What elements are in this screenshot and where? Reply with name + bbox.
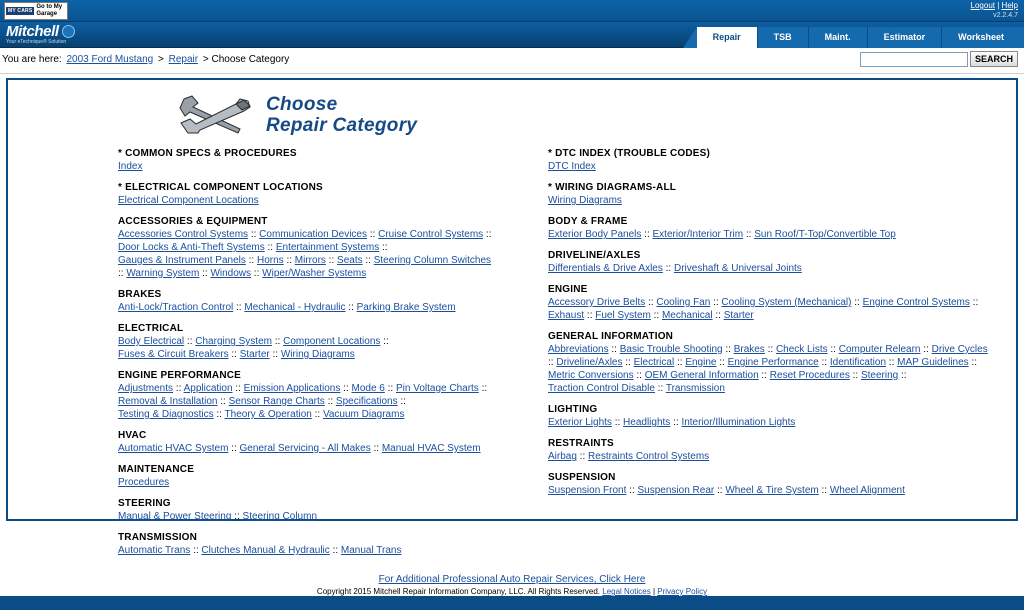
link-separator: :: <box>397 396 406 407</box>
category-group <box>118 289 496 314</box>
help-link[interactable]: Help <box>1001 1 1018 10</box>
category-link[interactable]: Traction Control Disable <box>548 383 655 394</box>
category-group-heading: GENERAL INFORMATION <box>548 331 674 342</box>
category-group-heading: HVAC <box>118 430 147 441</box>
bottom-strip <box>0 596 1024 610</box>
brand-bar <box>0 22 1024 48</box>
category-link-list <box>118 301 496 314</box>
breadcrumb-item-vehicle[interactable]: 2003 Ford Mustang <box>66 54 154 65</box>
category-link[interactable]: Emission Applications <box>243 383 341 394</box>
link-separator: :: <box>674 357 686 368</box>
link-separator: :: <box>710 297 722 308</box>
brand-logo <box>6 24 75 45</box>
category-link[interactable]: Fuel System <box>595 310 651 321</box>
category-link[interactable]: Fuses & Circuit Breakers <box>118 349 229 360</box>
category-group <box>118 498 496 523</box>
breadcrumb-separator-1: > <box>157 54 164 65</box>
link-separator: :: <box>818 357 830 368</box>
page-title-line1: Choose <box>266 94 338 115</box>
link-separator: :: <box>886 357 898 368</box>
link-separator: :: <box>969 297 979 308</box>
link-separator: :: <box>325 255 338 266</box>
category-link[interactable]: Component Locations <box>283 336 381 347</box>
top-right-links <box>971 1 1018 21</box>
category-link-list <box>118 382 496 421</box>
brand-tagline: Your eTechnique® Solution <box>6 39 67 45</box>
category-group <box>548 250 990 275</box>
link-separator: :: <box>231 511 243 522</box>
nav-slant-decoration <box>683 27 697 48</box>
category-link[interactable]: MAP Guidelines <box>897 357 969 368</box>
link-separator: :: <box>283 255 295 266</box>
category-link[interactable]: Exhaust <box>548 310 585 321</box>
category-link[interactable]: Identification <box>829 357 887 368</box>
tab-estimator[interactable]: Estimator <box>868 27 943 48</box>
link-separator: :: <box>118 268 127 279</box>
category-link[interactable]: Charging System <box>195 336 272 347</box>
breadcrumb-current: Choose Category <box>211 54 290 65</box>
category-link[interactable]: Suspension Front <box>548 485 627 496</box>
link-separator: :: <box>228 349 240 360</box>
category-group-heading: STEERING <box>118 498 171 509</box>
link-separator: :: <box>898 370 907 381</box>
category-link[interactable]: Vacuum Diagrams <box>322 409 405 420</box>
category-group <box>548 472 990 497</box>
link-separator: :: <box>654 383 666 394</box>
category-group-heading: ENGINE PERFORMANCE <box>118 370 242 381</box>
category-group-heading: TRANSMISSION <box>118 532 198 543</box>
category-link[interactable]: Differentials & Drive Axles <box>548 263 663 274</box>
category-link[interactable]: Wheel & Tire System <box>725 485 819 496</box>
category-link[interactable]: Pin Voltage Charts <box>395 383 479 394</box>
category-link-list <box>118 442 496 455</box>
category-link[interactable]: Mirrors <box>294 255 326 266</box>
category-link-list <box>548 484 990 497</box>
link-separator: :: <box>714 485 726 496</box>
category-group <box>118 323 496 361</box>
breadcrumb <box>2 54 289 65</box>
link-separator: :: <box>650 310 662 321</box>
category-link-list <box>548 296 990 322</box>
category-link-list <box>118 228 496 280</box>
link-separator: :: <box>851 297 863 308</box>
category-link[interactable]: Mechanical <box>661 310 713 321</box>
category-link[interactable]: Sensor Range Charts <box>228 396 325 407</box>
category-link[interactable]: Removal & Installation <box>118 396 218 407</box>
category-link[interactable]: Steering <box>860 370 899 381</box>
link-separator: :: <box>662 263 674 274</box>
category-link[interactable]: Testing & Diagnostics <box>118 409 214 420</box>
category-link[interactable]: Steering Column <box>242 511 318 522</box>
category-link[interactable]: Body Electrical <box>118 336 185 347</box>
links-divider: | <box>997 1 1000 10</box>
link-separator: :: <box>384 383 396 394</box>
link-separator: :: <box>712 310 724 321</box>
category-link[interactable]: Airbag <box>548 451 577 462</box>
category-group-heading: * WIRING DIAGRAMS-ALL <box>548 182 677 193</box>
my-cars-logo: MY CARS <box>8 8 33 14</box>
category-group <box>548 284 990 322</box>
category-link[interactable]: Driveshaft & Universal Joints <box>673 263 802 274</box>
tab-tsb[interactable]: TSB <box>758 27 809 48</box>
breadcrumb-separator-2: > <box>202 54 209 65</box>
page-title-line2: Repair Category <box>266 115 418 136</box>
link-separator: :: <box>743 229 755 240</box>
category-link[interactable]: Abbreviations <box>548 344 609 355</box>
category-group-heading: * ELECTRICAL COMPONENT LOCATIONS <box>118 182 323 193</box>
category-group <box>548 404 990 429</box>
category-link[interactable]: Mechanical - Hydraulic <box>244 302 346 313</box>
link-separator: :: <box>362 255 374 266</box>
category-group <box>118 182 496 207</box>
my-garage-label: Go to My Garage <box>36 4 63 17</box>
category-group-heading: * DTC INDEX (TROUBLE CODES) <box>548 148 711 159</box>
category-group <box>118 216 496 280</box>
category-group-heading: BRAKES <box>118 289 162 300</box>
link-separator: :: <box>670 417 682 428</box>
category-link[interactable]: Engine Control Systems <box>862 297 970 308</box>
link-separator: :: <box>478 383 488 394</box>
link-separator: :: <box>849 370 861 381</box>
category-link-list <box>548 228 990 241</box>
link-separator: :: <box>233 302 245 313</box>
link-separator: :: <box>827 344 839 355</box>
category-link[interactable]: Entertainment Systems <box>275 242 380 253</box>
link-separator: :: <box>271 336 284 347</box>
category-group-heading: ACCESSORIES & EQUIPMENT <box>118 216 268 227</box>
brand-dot-icon <box>62 25 75 38</box>
category-link[interactable]: Metric Conversions <box>548 370 634 381</box>
link-separator: :: <box>367 229 379 240</box>
link-separator: :: <box>232 383 244 394</box>
link-separator: :: <box>716 357 728 368</box>
link-separator: :: <box>633 370 645 381</box>
link-separator: :: <box>968 357 978 368</box>
category-link[interactable]: Automatic Trans <box>118 545 191 556</box>
category-link[interactable]: Starter <box>239 349 270 360</box>
category-link[interactable]: Adjustments <box>118 383 174 394</box>
category-link[interactable]: Driveline/Axles <box>556 357 623 368</box>
link-separator: :: <box>190 545 202 556</box>
category-link[interactable]: Manual Trans <box>340 545 402 556</box>
link-separator: :: <box>764 344 776 355</box>
copyright-line <box>18 587 1006 596</box>
category-link[interactable]: OEM General Information <box>644 370 759 381</box>
category-group-heading: DRIVELINE/AXLES <box>548 250 641 261</box>
category-link[interactable]: Exterior/Interior Trim <box>652 229 744 240</box>
brand-name-text: Mitchell <box>6 23 59 40</box>
category-link[interactable]: Gauges & Instrument Panels <box>118 255 246 266</box>
category-link-list <box>548 262 990 275</box>
category-link[interactable]: Cooling Fan <box>656 297 711 308</box>
category-link[interactable]: Electrical <box>633 357 675 368</box>
category-link[interactable]: Wiper/Washer Systems <box>262 268 367 279</box>
link-separator: :: <box>345 302 357 313</box>
privacy-policy-link[interactable]: Privacy Policy <box>657 587 708 596</box>
link-separator: :: <box>251 268 263 279</box>
category-group-heading: BODY & FRAME <box>548 216 628 227</box>
category-link[interactable]: Seats <box>337 255 363 266</box>
category-link[interactable]: Exterior Body Panels <box>548 229 642 240</box>
link-separator: :: <box>611 417 624 428</box>
link-separator: :: <box>184 336 196 347</box>
link-separator: :: <box>608 344 620 355</box>
link-separator: :: <box>548 357 557 368</box>
legal-notices-link[interactable]: Legal Notices <box>602 587 651 596</box>
search-input[interactable] <box>860 52 968 67</box>
category-link[interactable]: Cooling System (Mechanical) <box>721 297 852 308</box>
link-separator: :: <box>324 396 336 407</box>
link-separator: :: <box>622 357 634 368</box>
link-separator: :: <box>758 370 770 381</box>
category-group-heading: MAINTENANCE <box>118 464 195 475</box>
category-link[interactable]: Cruise Control Systems <box>378 229 484 240</box>
link-separator: :: <box>217 396 229 407</box>
category-group-heading: ELECTRICAL <box>118 323 184 334</box>
main-nav-tabs <box>683 27 1024 48</box>
category-link-list <box>548 416 990 429</box>
link-separator: :: <box>380 336 389 347</box>
category-group <box>118 430 496 455</box>
category-link[interactable]: Application <box>183 383 233 394</box>
category-link[interactable]: Starter <box>723 310 754 321</box>
copyright-text: Copyright 2015 Mitchell Repair Information Company, LLC. All Rights Reserved. <box>316 587 601 596</box>
category-link[interactable]: Computer Relearn <box>838 344 921 355</box>
link-separator: :: <box>264 242 276 253</box>
link-separator: :: <box>173 383 184 394</box>
category-link[interactable]: Automatic HVAC System <box>118 443 229 454</box>
category-group-heading: LIGHTING <box>548 404 598 415</box>
category-link[interactable]: Wiring Diagrams <box>280 349 355 360</box>
category-link[interactable]: Interior/Illumination Lights <box>681 417 796 428</box>
link-separator: :: <box>645 297 657 308</box>
breadcrumb-prefix: You are here: <box>2 54 62 65</box>
wrench-icon <box>178 93 256 138</box>
page-title <box>266 94 417 136</box>
category-link[interactable]: Communication Devices <box>259 229 367 240</box>
content-panel <box>6 78 1018 596</box>
category-link[interactable]: Exterior Lights <box>548 417 612 428</box>
category-link[interactable]: Warning System <box>126 268 200 279</box>
category-link-list <box>118 194 496 207</box>
category-link[interactable]: Electrical Component Locations <box>118 195 259 206</box>
category-link[interactable]: Anti-Lock/Traction Control <box>118 302 234 313</box>
category-link[interactable]: Wheel Alignment <box>829 485 905 496</box>
my-garage-button[interactable] <box>4 2 68 20</box>
link-separator: :: <box>269 349 281 360</box>
category-column-right <box>512 148 1006 566</box>
category-group <box>548 331 990 395</box>
link-separator: :: <box>245 255 257 266</box>
pro-services-link[interactable]: For Additional Professional Auto Repair Services, Click Here <box>378 574 646 585</box>
category-link[interactable]: Suspension Rear <box>637 485 715 496</box>
link-separator: :: <box>584 310 596 321</box>
breadcrumb-item-repair[interactable]: Repair <box>168 54 199 65</box>
category-group <box>118 148 496 173</box>
category-link-list <box>548 194 990 207</box>
category-group <box>118 370 496 421</box>
category-link[interactable]: Reset Procedures <box>769 370 850 381</box>
link-separator: :: <box>248 229 260 240</box>
category-link-list <box>118 476 496 489</box>
link-separator: :: <box>199 268 211 279</box>
category-group-heading: RESTRAINTS <box>548 438 614 449</box>
category-link-list <box>118 544 496 557</box>
page-body <box>0 74 1024 596</box>
search-button[interactable]: SEARCH <box>970 51 1018 67</box>
category-group-heading: SUSPENSION <box>548 472 616 483</box>
link-separator: :: <box>722 344 734 355</box>
category-link[interactable]: Accessory Drive Belts <box>548 297 646 308</box>
category-link[interactable]: Basic Trouble Shooting <box>619 344 723 355</box>
footer-separator: | <box>652 587 656 596</box>
category-link[interactable]: Horns <box>256 255 284 266</box>
category-group <box>548 148 990 173</box>
category-link[interactable]: Parking Brake System <box>356 302 456 313</box>
link-separator: :: <box>370 443 382 454</box>
logout-link[interactable]: Logout <box>970 1 995 10</box>
category-link-list <box>118 510 496 523</box>
link-separator: :: <box>626 485 638 496</box>
link-separator: :: <box>329 545 341 556</box>
category-group <box>548 182 990 207</box>
category-link[interactable]: Clutches Manual & Hydraulic <box>201 545 330 556</box>
category-link[interactable]: Windows <box>210 268 252 279</box>
category-link[interactable]: Engine Performance <box>727 357 819 368</box>
category-link[interactable]: Sun Roof/T-Top/Convertible Top <box>754 229 896 240</box>
link-separator: :: <box>920 344 932 355</box>
link-separator: :: <box>818 485 830 496</box>
link-separator: :: <box>311 409 323 420</box>
category-group <box>548 438 990 463</box>
category-link[interactable]: Mode 6 <box>351 383 385 394</box>
category-link[interactable]: Specifications <box>335 396 398 407</box>
link-separator: :: <box>576 451 589 462</box>
category-group-heading: * COMMON SPECS & PROCEDURES <box>118 148 297 159</box>
tab-repair[interactable]: Repair <box>697 27 758 48</box>
category-link[interactable]: Wiring Diagrams <box>548 195 622 206</box>
category-group <box>118 464 496 489</box>
category-link[interactable]: Manual HVAC System <box>381 443 481 454</box>
category-link[interactable]: Headlights <box>623 417 671 428</box>
category-link-list <box>548 450 990 463</box>
category-link[interactable]: Procedures <box>118 477 170 488</box>
category-link-list <box>548 343 990 395</box>
link-separator: :: <box>641 229 653 240</box>
category-link-list <box>548 160 990 173</box>
link-separator: :: <box>340 383 352 394</box>
category-column-left <box>18 148 512 566</box>
link-separator: :: <box>483 229 492 240</box>
tab-maint[interactable]: Maint. <box>809 27 868 48</box>
link-separator: :: <box>379 242 388 253</box>
link-separator: :: <box>213 409 225 420</box>
category-link[interactable]: Steering Column Switches <box>373 255 492 266</box>
category-link[interactable]: Drive Cycles <box>931 344 988 355</box>
version-label: v2.2.4.7 <box>993 12 1018 19</box>
category-link[interactable]: DTC Index <box>548 161 596 172</box>
link-separator: :: <box>228 443 240 454</box>
tab-worksheet[interactable]: Worksheet <box>942 27 1024 48</box>
category-link[interactable]: Check Lists <box>775 344 828 355</box>
category-link[interactable]: Door Locks & Anti-Theft Systems <box>118 242 265 253</box>
category-link[interactable]: General Servicing - All Makes <box>239 443 371 454</box>
search-area <box>860 51 1018 67</box>
page-title-area <box>18 86 1006 144</box>
category-link[interactable]: Accessories Control Systems <box>118 229 249 240</box>
category-group <box>548 216 990 241</box>
category-link[interactable]: Engine <box>685 357 717 368</box>
category-link[interactable]: Index <box>118 161 143 172</box>
top-utility-bar <box>0 0 1024 22</box>
category-link[interactable]: Restraints Control Systems <box>588 451 710 462</box>
category-link[interactable]: Manual & Power Steering <box>118 511 232 522</box>
category-link[interactable]: Transmission <box>665 383 725 394</box>
category-link-list <box>118 160 496 173</box>
category-group <box>118 532 496 557</box>
category-group-heading: ENGINE <box>548 284 588 295</box>
category-columns <box>18 144 1006 566</box>
breadcrumb-bar <box>0 48 1024 74</box>
category-link-list <box>118 335 496 361</box>
category-link[interactable]: Brakes <box>733 344 765 355</box>
category-link[interactable]: Theory & Operation <box>224 409 312 420</box>
